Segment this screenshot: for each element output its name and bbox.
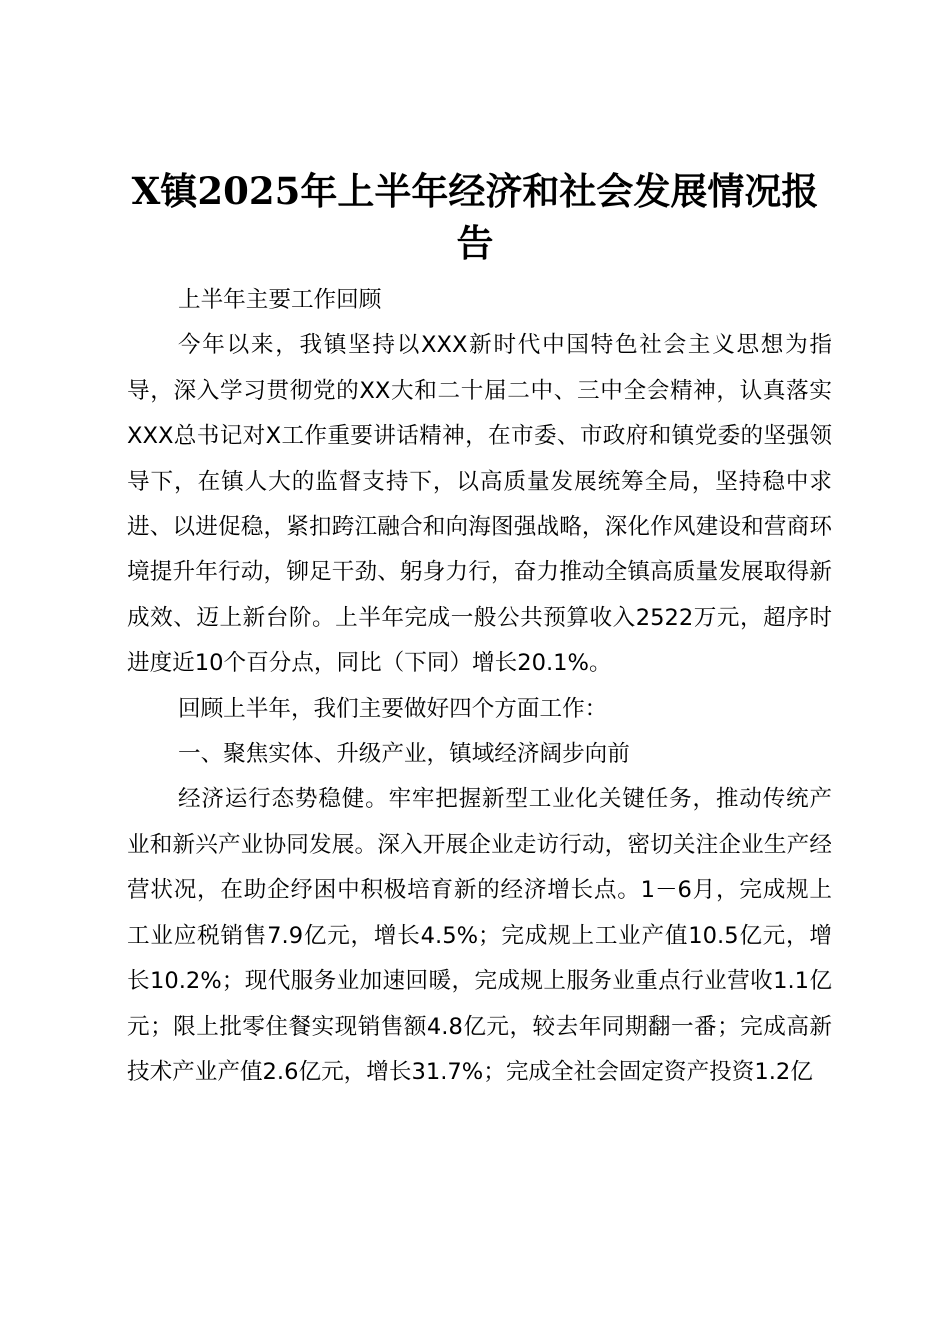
document-body — [127, 278, 832, 1095]
paragraph-intro: 今年以来，我镇坚持以XXX新时代中国特色社会主义思想为指导，深入学习贯彻党的XX大和二十届二中、三中全会精神，认真落实XXX总书记对X工作重要讲话精神，在市委、市政府和镇党委的坚强领导下，在镇人大的监督支持下，以高质量发展统筹全局，坚持稳中求进、以进促稳，紧扣跨江融合和向海图强战略，深化作风建设和营商环境提升年行动，铆足干劲、躬身力行，奋力推动全镇高质量发展取得新成效、迈上新台阶。上半年完成一般公共预算收入2522万元，超序时进度近10个百分点，同比（下同）增长20.1%。 — [127, 332, 832, 677]
section-heading-one: 一、聚焦实体、升级产业，镇域经济阔步向前 — [178, 741, 630, 768]
paragraph-economy: 经济运行态势稳健。牢牢把握新型工业化关键任务，推动传统产业和新兴产业协同发展。深入开展企业走访行动，密切关注企业生产经营状况，在助企纾困中积极培育新的经济增长点。1－6月，完成规上工业应税销售7.9亿元，增长4.5%；完成规上工业产值10.5亿元，增长10.2%；现代服务业加速回暖，完成规上服务业重点行业营收1.1亿元；限上批零住餐实现销售额4.8亿元，较去年同期翻一番；完成高新技术产业产值2.6亿元，增长31.7%；完成全社会固定资产投资1.2亿 — [127, 786, 832, 1085]
document-title: X镇2025年上半年经济和社会发展情况报告 — [131, 169, 819, 265]
paragraph-review-summary: 回顾上半年，我们主要做好四个方面工作： — [178, 695, 608, 722]
section-heading-review: 上半年主要工作回顾 — [178, 287, 382, 313]
